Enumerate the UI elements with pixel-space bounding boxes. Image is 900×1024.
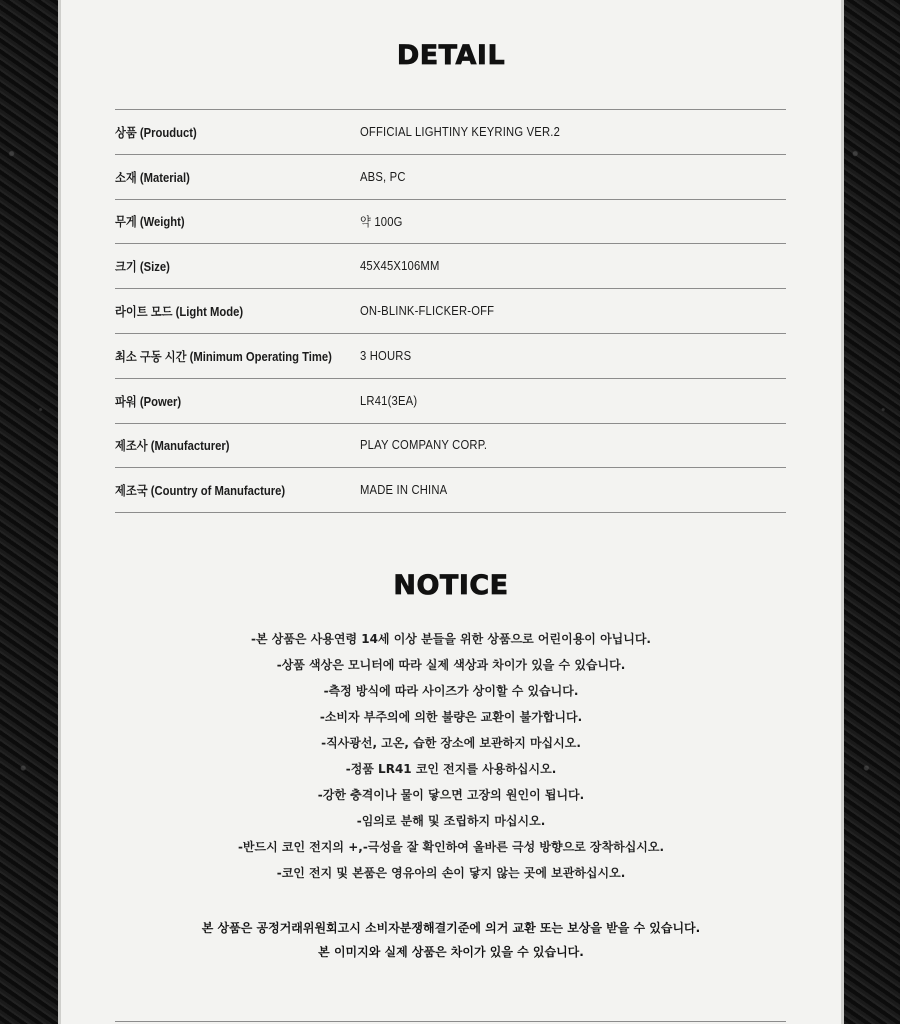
grunge-border-right — [844, 0, 900, 1024]
bottom-divider — [115, 1021, 786, 1022]
list-item: -본 상품은 사용연령 14세 이상 분들을 위한 상품으로 어린이용이 아닙니다. — [250, 632, 651, 646]
list-item: -코인 전지 및 본품은 영유아의 손이 닿지 않는 곳에 보관하십시오. — [276, 866, 626, 880]
row-label: 라이트 모드 (Light Mode) — [115, 305, 244, 320]
row-label: 파워 (Power) — [115, 394, 182, 409]
table-row — [115, 468, 786, 513]
row-value: ABS, PC — [360, 169, 406, 184]
notice-heading: NOTICE — [393, 570, 509, 601]
row-value: 약 100G — [360, 215, 403, 230]
list-item: -상품 색상은 모니터에 따라 실제 색상과 차이가 있을 수 있습니다. — [276, 658, 626, 672]
detail-heading: DETAIL — [396, 40, 506, 71]
table-row — [115, 423, 786, 468]
table-row — [115, 154, 786, 199]
table-row — [115, 378, 786, 423]
list-item: -소비자 부주의에 의한 불량은 교환이 불가합니다. — [319, 710, 583, 724]
list-item: -강한 충격이나 물이 닿으면 고장의 원인이 됩니다. — [317, 788, 585, 802]
grunge-border-left — [0, 0, 58, 1024]
table-row — [115, 199, 786, 244]
row-value: 3 HOURS — [360, 348, 412, 363]
footer-note: 본 상품은 공정거래위원회고시 소비자분쟁해결기준에 의거 교환 또는 보상을 받을 수 있습니다. — [201, 921, 701, 935]
list-item: -정품 LR41 코인 전지를 사용하십시오. — [345, 762, 557, 776]
table-row — [115, 333, 786, 378]
footer-note: 본 이미지와 실제 상품은 차이가 있을 수 있습니다. — [318, 945, 584, 959]
list-item: -반드시 코인 전지의 +,-극성을 잘 확인하여 올바른 극성 방향으로 장착하십시오. — [237, 840, 665, 854]
row-label: 제조사 (Manufacturer) — [115, 439, 230, 454]
paper-sheet — [58, 0, 844, 1024]
table-row — [115, 289, 786, 334]
row-label: 제조국 (Country of Manufacture) — [115, 484, 286, 499]
row-value: LR41(3EA) — [360, 393, 418, 408]
row-label: 소재 (Material) — [115, 170, 190, 185]
row-value: ON-BLINK-FLICKER-OFF — [360, 304, 495, 319]
list-item: -임의로 분해 및 조립하지 마십시오. — [356, 814, 546, 828]
detail-table — [115, 109, 786, 513]
notice-list — [58, 626, 844, 886]
table-row — [115, 110, 786, 155]
row-value: MADE IN CHINA — [360, 483, 448, 498]
row-label: 무게 (Weight) — [115, 215, 185, 230]
list-item: -직사광선, 고온, 습한 장소에 보관하지 마십시오. — [321, 736, 581, 750]
row-label: 상품 (Prouduct) — [115, 125, 197, 140]
row-value: PLAY COMPANY CORP. — [360, 438, 488, 453]
row-value: OFFICIAL LIGHTINY KEYRING VER.2 — [360, 124, 561, 139]
row-label: 최소 구동 시간 (Minimum Operating Time) — [115, 349, 332, 364]
table-row — [115, 244, 786, 289]
footer-notes — [58, 916, 844, 964]
row-value: 45X45X106MM — [360, 259, 440, 274]
row-label: 크기 (Size) — [115, 260, 170, 275]
list-item: -측정 방식에 따라 사이즈가 상이할 수 있습니다. — [323, 684, 579, 698]
